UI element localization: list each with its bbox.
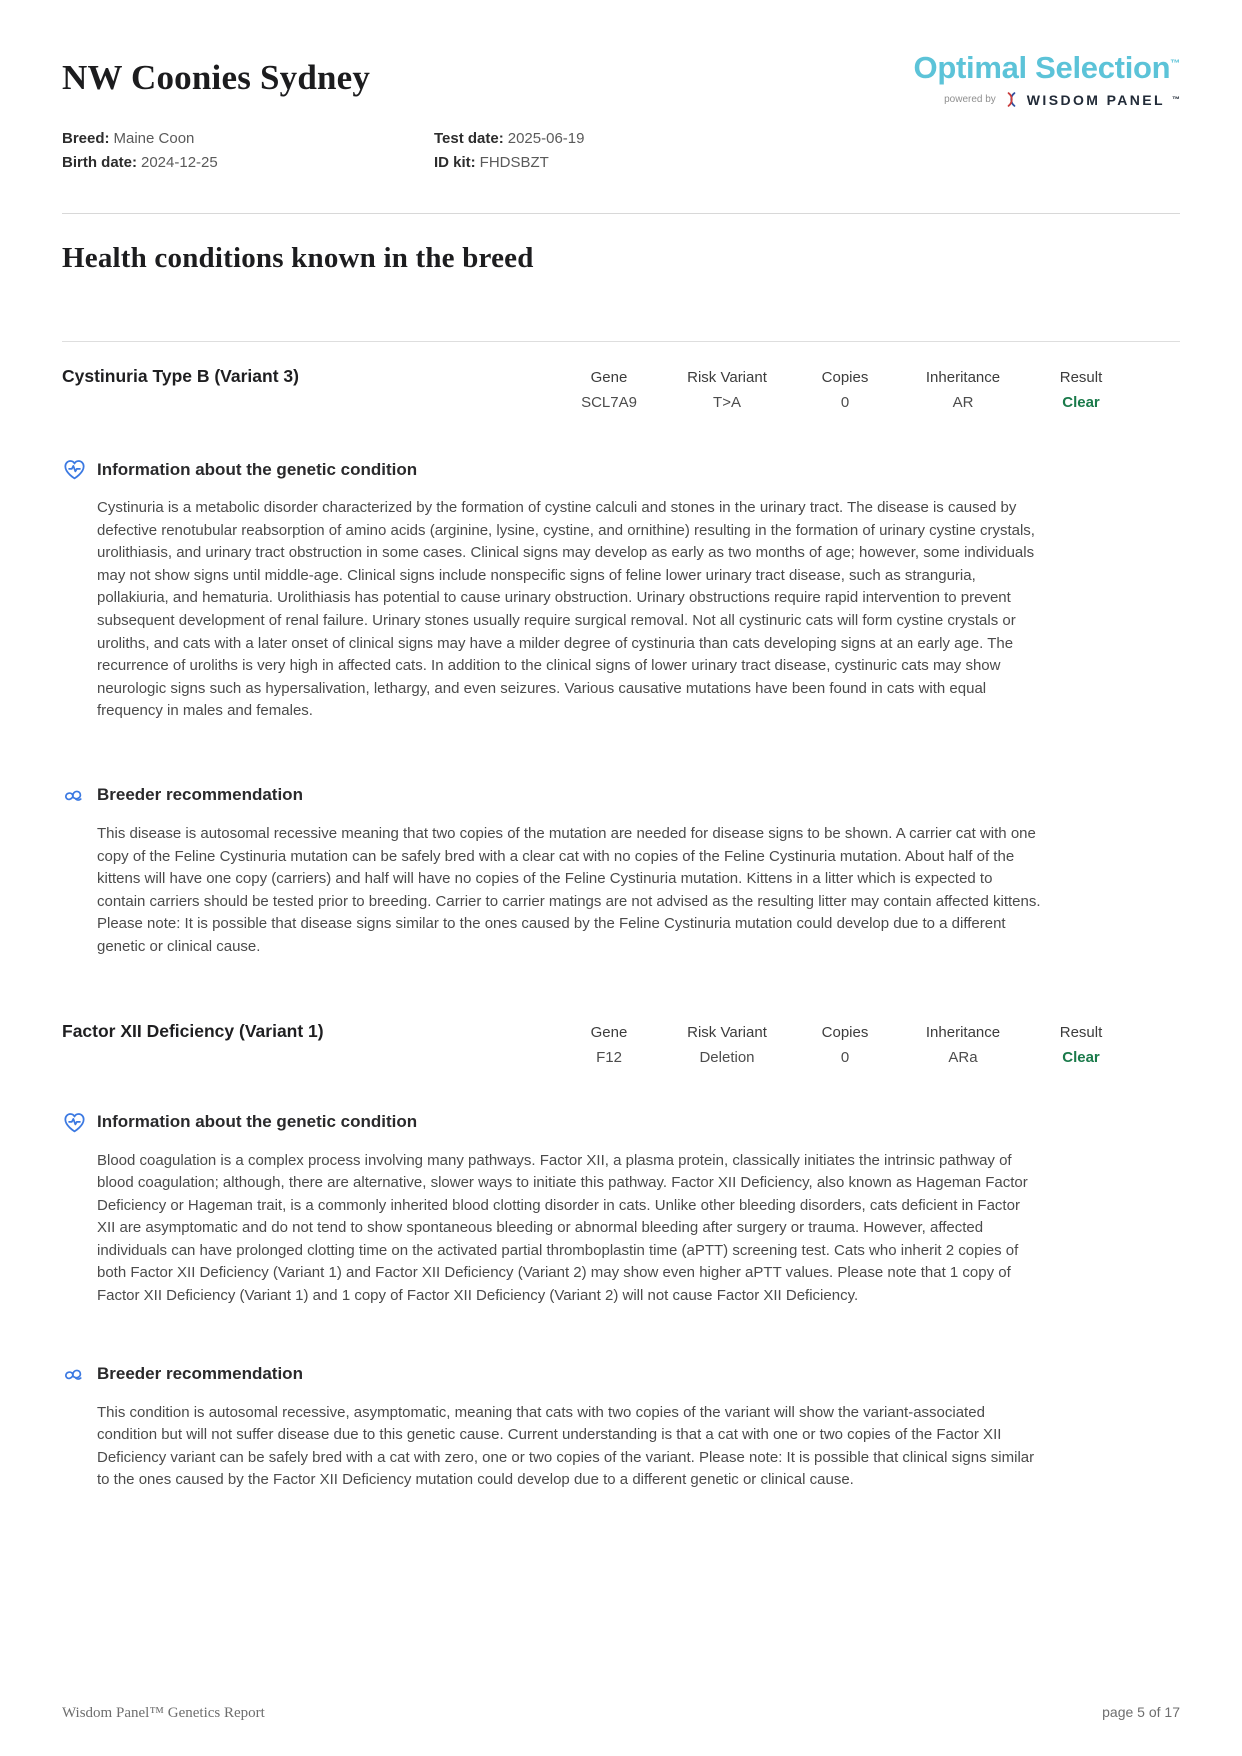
pet-name: NW Coonies Sydney — [62, 58, 371, 97]
info-section-heading — [62, 1110, 1180, 1135]
column-header-inheritance: Inheritance — [925, 369, 1001, 386]
ribbon-loop-icon — [62, 1362, 87, 1387]
breeder-paragraph: This disease is autosomal recessive meaning that two copies of the mutation are needed for disease signs to be shown. A carrier cat with one copy of the Feline Cystinuria mutation can be safely bred with a clear cat with no copies of the Feline Cystinuria mutation. About half of the kittens will have one copy (carriers) and half will have no copies of the Feline Cystinuria mutation. Kittens in a litter which is expected to contain carriers should be tested prior to breeding. Carrier to carrier matings are not advised as the resulting litter may contain affected kittens. Please note: It is possible that disease signs similar to the ones caused by the Feline Cystinuria mutation could develop due to a different genetic or clinical cause. — [97, 824, 1041, 955]
inheritance-value: ARa — [948, 1048, 978, 1066]
header-divider — [62, 213, 1180, 214]
powered-by-row — [914, 91, 1180, 108]
pet-meta — [62, 130, 1180, 171]
page-title: Health conditions known in the breed — [62, 242, 534, 274]
risk-variant-value: Deletion — [699, 1048, 755, 1066]
id-kit-field — [434, 154, 1180, 171]
gene-value: F12 — [596, 1048, 622, 1066]
copies-value: 0 — [840, 1048, 850, 1066]
column-header-inheritance: Inheritance — [925, 1023, 1001, 1041]
breeder-section-heading — [62, 1362, 1180, 1387]
column-header-gene: Gene — [590, 369, 628, 386]
breeder-section-heading — [62, 783, 1180, 808]
section-divider — [62, 341, 1180, 342]
column-header-risk-variant: Risk Variant — [687, 369, 767, 386]
result-clear-badge: Clear — [1062, 1048, 1100, 1066]
birth-date-value: 2024-12-25 — [141, 154, 218, 171]
info-section-title: Information about the genetic condition — [97, 1112, 418, 1131]
dna-helix-icon — [1003, 91, 1020, 108]
test-date-value: 2025-06-19 — [507, 130, 585, 147]
column-header-copies: Copies — [821, 1023, 869, 1041]
trademark-symbol: ™ — [1170, 58, 1180, 70]
copies-value: 0 — [840, 394, 850, 411]
report-name: Wisdom Panel™ Genetics Report — [62, 1705, 265, 1721]
optimal-selection-logo: Optimal Selection™ — [913, 50, 1180, 85]
heart-pulse-icon — [62, 457, 87, 482]
condition-name: Cystinuria Type B (Variant 3) — [62, 366, 299, 386]
id-kit-label: ID kit: — [434, 154, 476, 171]
risk-variant-value: T>A — [713, 394, 741, 411]
condition-table-cystinuria — [62, 366, 1180, 411]
test-date-field — [434, 130, 1180, 147]
trademark-symbol: ™ — [1172, 95, 1180, 104]
page-footer — [62, 1704, 1180, 1722]
inheritance-value: AR — [952, 394, 974, 411]
powered-by-label: powered by — [944, 94, 996, 105]
breeder-section-title: Breeder recommendation — [97, 1364, 303, 1384]
info-section-heading — [62, 457, 1180, 482]
column-header-result: Result — [1059, 369, 1103, 386]
breeder-paragraph: This condition is autosomal recessive, asymptomatic, meaning that cats with two copies of the variant will show the variant-associated condition but will not suffer disease due to this genetic cause. Current understanding is that a cat with one or two copies of the Factor XII Deficiency variant can be safely bred with a cat with zero, one or two copies of the variant. Please note: It is possible that clinical signs similar to the ones caused by the Factor XII Deficiency mutation could develop due to a different genetic or clinical cause. — [97, 1403, 1035, 1489]
ribbon-loop-icon — [62, 783, 87, 808]
wisdom-panel-wordmark: WISDOM PANEL — [1026, 91, 1165, 108]
column-header-gene: Gene — [590, 1023, 628, 1041]
column-header-risk-variant: Risk Variant — [687, 1023, 767, 1041]
birth-date-field — [62, 154, 434, 171]
column-header-result: Result — [1059, 1023, 1103, 1041]
birth-date-label: Birth date: — [62, 154, 137, 171]
condition-name: Factor XII Deficiency (Variant 1) — [62, 1020, 324, 1041]
gene-value: SCL7A9 — [581, 394, 637, 411]
result-clear-badge: Clear — [1062, 394, 1100, 411]
info-paragraph: Cystinuria is a metabolic disorder characterized by the formation of cystine calculi and stones in the urinary tract. The disease is caused by defective renotubular reabsorption of amino acids (arginine, lysine, cystine, and ornithine) resulting in the formation of urinary cystine crystals, urolithiasis, and urinary tract obstruction in some cases. Clinical signs may develop as early as two months of age; however, some individuals may not show signs until middle-age. Clinical signs include nonspecific signs of feline lower urinary tract disease, such as stranguria, pollakiuria, and hematuria. Urolithiasis has potential to cause urinary obstruction. Urinary obstructions require rapid intervention to prevent subsequent development of renal failure. Urinary stones usually require surgical removal. Not all cystinuric cats will form cystine crystals or uroliths, and cats with a later onset of clinical signs may have a milder degree of cystinuria than cats developing signs at an early age. The recurrence of uroliths is very high in affected cats. In addition to the clinical signs of lower urinary tract disease, cystinuric cats may show neurologic signs such as hypersalivation, lethargy, and even seizures. Various causative mutations have been found in cats with equal frequency in males and females. — [97, 499, 1035, 720]
condition-table-factor-xii — [62, 1021, 1180, 1066]
breeder-section-title: Breeder recommendation — [97, 785, 303, 805]
info-paragraph: Blood coagulation is a complex process involving many pathways. Factor XII, a plasma protein, classically initiates the intrinsic pathway of blood coagulation; although, there are alternative, slower ways to initiate this pathway. Factor XII Deficiency, also known as Hageman Factor Deficiency or Hageman trait, is a commonly inherited blood clotting disorder in cats. Unlike other bleeding disorders, cats deficient in Factor XII are asymptomatic and do not tend to show spontaneous bleeding or abnormal bleeding after surgery or trauma. However, affected individuals can have prolonged clotting time on the activated partial thromboplastin time (aPTT) screening test. Cats who inherit 2 copies of both Factor XII Deficiency (Variant 1) and Factor XII Deficiency (Variant 2) may show even higher aPTT values. Please note that 1 copy of Factor XII Deficiency (Variant 1) and 1 copy of Factor XII Deficiency (Variant 2) will not cause Factor XII Deficiency. — [97, 1151, 1028, 1305]
breed-value: Maine Coon — [113, 130, 195, 147]
column-header-copies: Copies — [821, 369, 869, 386]
breed-field — [62, 130, 434, 147]
breed-label: Breed: — [62, 130, 110, 147]
heart-pulse-icon — [62, 1110, 87, 1135]
id-kit-value: FHDSBZT — [479, 154, 549, 171]
info-section-title: Information about the genetic condition — [97, 459, 418, 479]
page-number: page 5 of 17 — [1102, 1704, 1180, 1720]
test-date-label: Test date: — [434, 130, 504, 147]
brand-logo — [914, 50, 1180, 108]
report-header — [62, 50, 1180, 108]
